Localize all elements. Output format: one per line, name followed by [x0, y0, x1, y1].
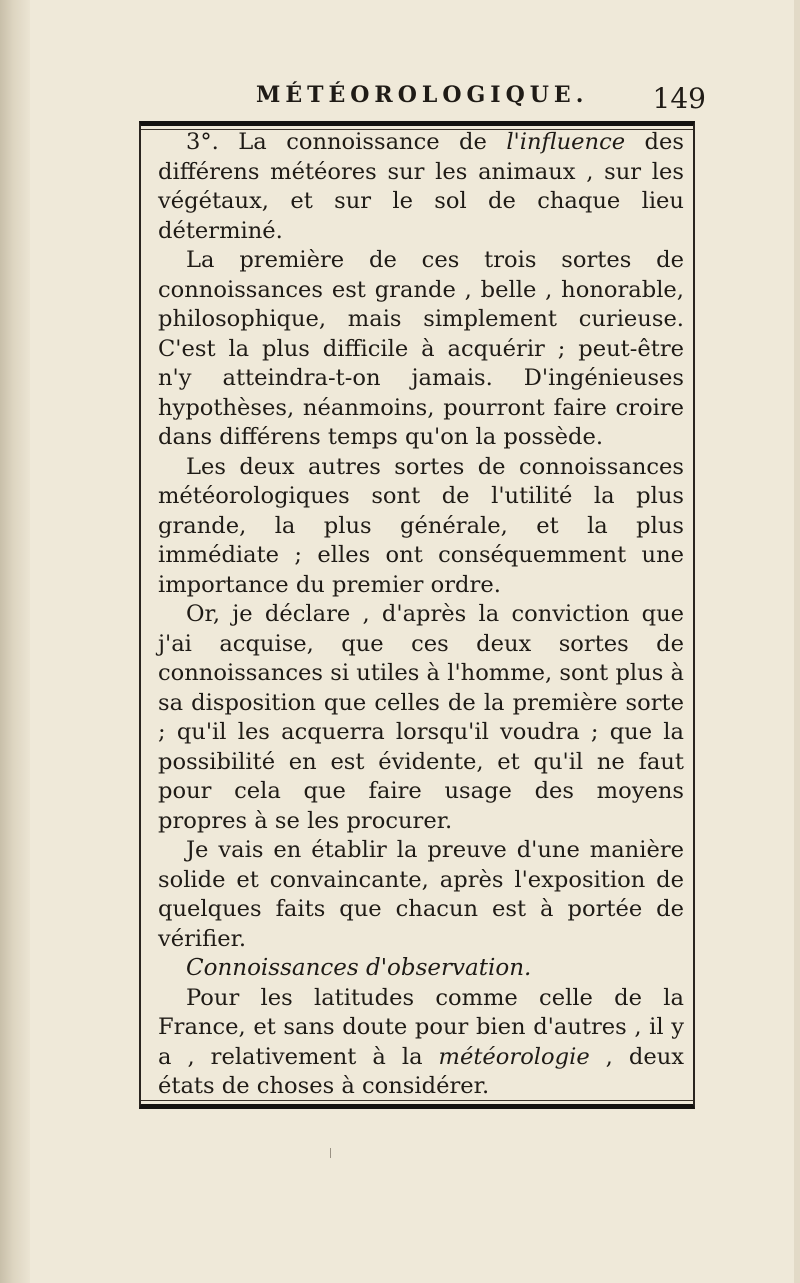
section-heading: Connoissances d'observation.	[186, 955, 532, 981]
book-gutter	[0, 0, 30, 1283]
paragraph-6: Pour les latitudes comme celle de la France, et sans doute pour bien d'autres , il y a , relativement à la météorologie , deux états de choses à considérer.	[158, 984, 684, 1099]
paragraph-2: La première de ces trois sortes de connoissances est grande , belle , honorable, philosophique, mais simplement curieuse. C'est la plus difficile à acquérir ; peut-être n'y atteindra-t-on jamais. D'ingénieuses hypothèses, néanmoins, pourront faire croire dans différens temps qu'on la possède.	[158, 247, 684, 450]
paragraph-4: Or, je déclare , d'après la conviction que j'ai acquise, que ces deux sortes de connoissances si utiles à l'homme, sont plus à sa disposition que celles de la première sorte ; qu'il les acquerra lorsqu'il voudra ; que la possibilité en est évidente, et qu'il ne faut pour cela que faire usage des moyens propres à se les procurer.	[158, 601, 684, 834]
page-number: 149	[652, 82, 706, 115]
paragraph-5: Je vais en établir la preuve d'une manière solide et convaincante, après l'exposition de quelques faits que chacun est à portée de vérifier.	[158, 837, 684, 952]
pencil-mark	[330, 1148, 331, 1158]
emphasis-influence: l'influence	[506, 129, 626, 155]
page-edge	[794, 0, 800, 1283]
body-text	[158, 128, 684, 1102]
paragraph-3: Les deux autres sortes de connoissances météorologiques sont de l'utilité la plus grande, la plus générale, et la plus immédiate ; elles ont conséquemment une importance du premier ordre.	[158, 453, 684, 598]
paragraph-1: 3°. La connoissance de l'influence des différens météores sur les animaux , sur les végétaux, et sur le sol de chaque lieu déterminé.	[158, 129, 684, 244]
emphasis-meteorologie: météorologie	[438, 1043, 590, 1070]
running-head	[140, 82, 706, 118]
running-title: MÉTÉOROLOGIQUE.	[256, 82, 589, 108]
